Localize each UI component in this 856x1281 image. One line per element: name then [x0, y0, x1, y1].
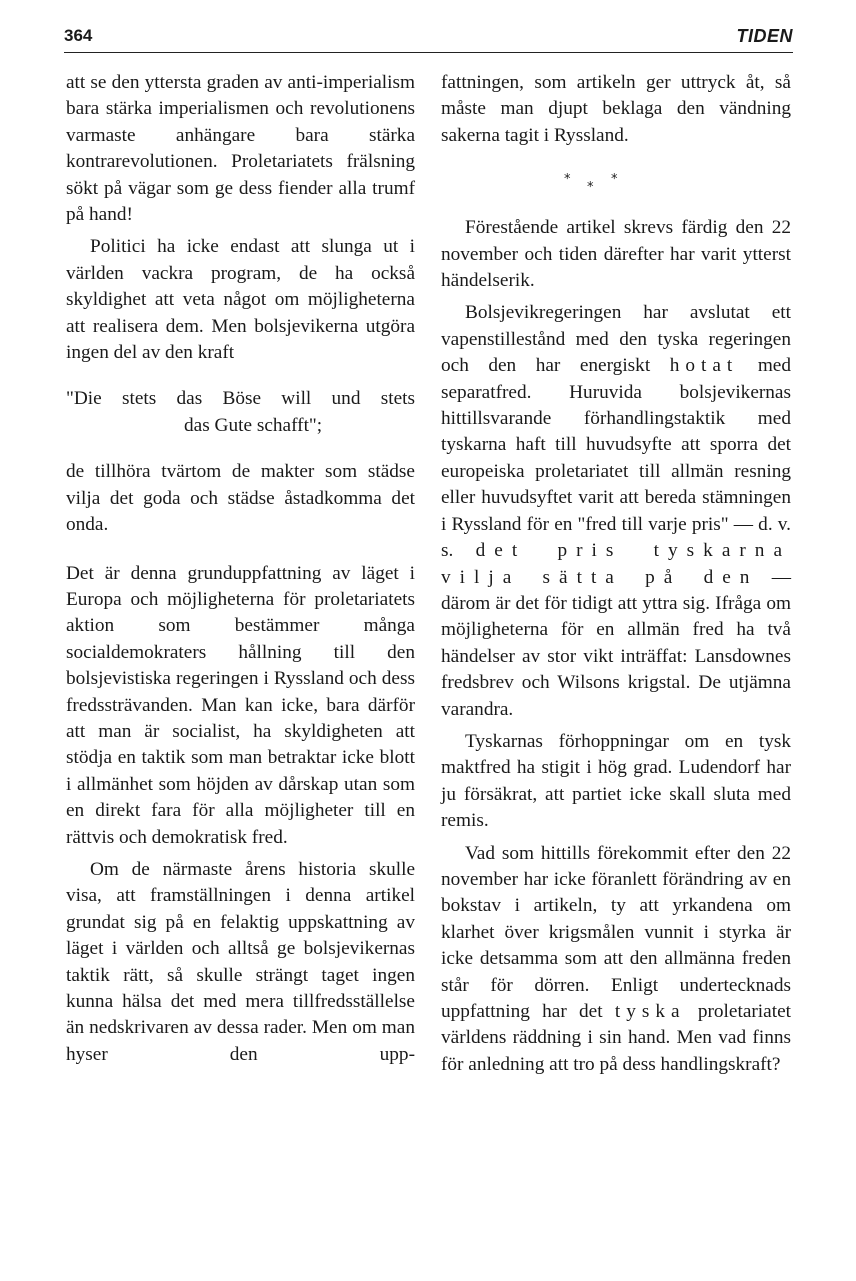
paragraph: Det är denna grunduppfattning av läget i Europa och möjligheterna för proletariatets aktion som bestämmer många socialdemokraters hållning till den bolsjevistiska regeringen i Ryssland och dess fredssträvanden. Man kan icke, bara därför att man är socialist, ha skyldigheten att stödja en taktik som man betraktar icke blott i allmänhet som höjden av dårskap utan som en direkt fara för alla möjligheter till en rättvis och demokratisk fred. [66, 562, 415, 848]
paragraph: Om de närmaste årens historia skulle visa, att framställningen i denna artikel grundat sig på en felaktig uppskattning av läget i världen och alltså ge bolsjevikernas taktik rätt, så skulle strängt taget ingen kunna hälsa det med mera tillfredsställelse än nedskrivaren av dessa rader. Men om man hyser den upp- [66, 858, 415, 1065]
paragraph: att se den yttersta graden av anti-imperialism bara stärka imperialismen och revolutionens varmaste anhängare bara stärka kontrarevolutionen. Proletariatets frälsning sökt på vägar som ge dess fiender alla trumf på hand! [66, 72, 415, 226]
emphasized-word: tyska [614, 1001, 686, 1022]
page-header [64, 22, 793, 53]
text-run: proletariatet världens räddning i sin hand. Men vad finns för anledning att tro på dess handlingskraft? [441, 1001, 791, 1075]
text-run: — därom är det för tidigt att yttra sig. Ifråga om möjligheterna för en allmän fred ha två händelser av stor vikt inträffat: Lansdownes fredsbrev och Wilsons krigstal. De utjämna varandra. [441, 566, 791, 720]
left-column [66, 70, 415, 1068]
asterisk-icon: * [611, 172, 618, 188]
page-number: 364 [64, 26, 93, 45]
text-run: Vad som hittills förekommit efter den 22 november har icke föranlett förändring av en bokstav i artikeln, ty att yrkandena om klarhet över krigsmålen vunnit i styrka är icke detsamma som att den allmänna freden står för dörren. Enligt undertecknads uppfattning har det [441, 842, 791, 1022]
paragraph: fattningen, som artikeln ger uttryck åt, så måste man djupt beklaga den vändning sakerna tagit i Ryssland. [441, 72, 791, 146]
right-column [441, 70, 791, 1078]
emphasized-phrase: det pris tyskarna vilja sätta på den [441, 540, 791, 588]
paragraph: Politici ha icke endast att slunga ut i världen vackra program, de ha också skyldighet att veta något om möjligheterna att realisera dem. Men bolsjevikerna utgöra ingen del av den kraft [66, 236, 415, 364]
paragraph [441, 300, 791, 723]
paragraph: de tillhöra tvärtom de makter som städse vilja det goda och städse åstadkomma det onda. [66, 461, 415, 536]
text-run: med separatfred. Huruvida bolsjevikernas hittillsvarande förhandlingstaktik med tyskarna haft till huvudsyfte att sporra det europeiska proletariatet till allmän resning eller huvudsyftet varit att bereda stämningen i Ryssland för en "fred till varje pris" — d. v. s. [441, 355, 792, 562]
quote-line: das Gute schafft"; [184, 414, 323, 436]
paragraph: Tyskarnas förhoppningar om en tysk maktfred ha stigit i hög grad. Ludendorf har ju försäkrat, att partiet icke skall sluta med remis. [441, 730, 791, 832]
asterisk-icon: * [564, 172, 571, 188]
asterisk-icon: * [587, 180, 594, 196]
text-run: Bolsjevikregeringen har avslutat ett vapenstillestånd med den tyska regeringen och den har energiskt [441, 302, 791, 377]
quote-line: "Die stets das Böse will und stets [66, 388, 415, 410]
emphasized-word: hotat [669, 355, 739, 377]
paragraph: Förestående artikel skrevs färdig den 22 november och tiden därefter har varit ytterst händelserik. [441, 217, 791, 292]
goethe-quote [66, 386, 415, 439]
section-divider [441, 149, 791, 215]
running-title: TIDEN [736, 26, 793, 46]
paragraph [441, 841, 791, 1079]
